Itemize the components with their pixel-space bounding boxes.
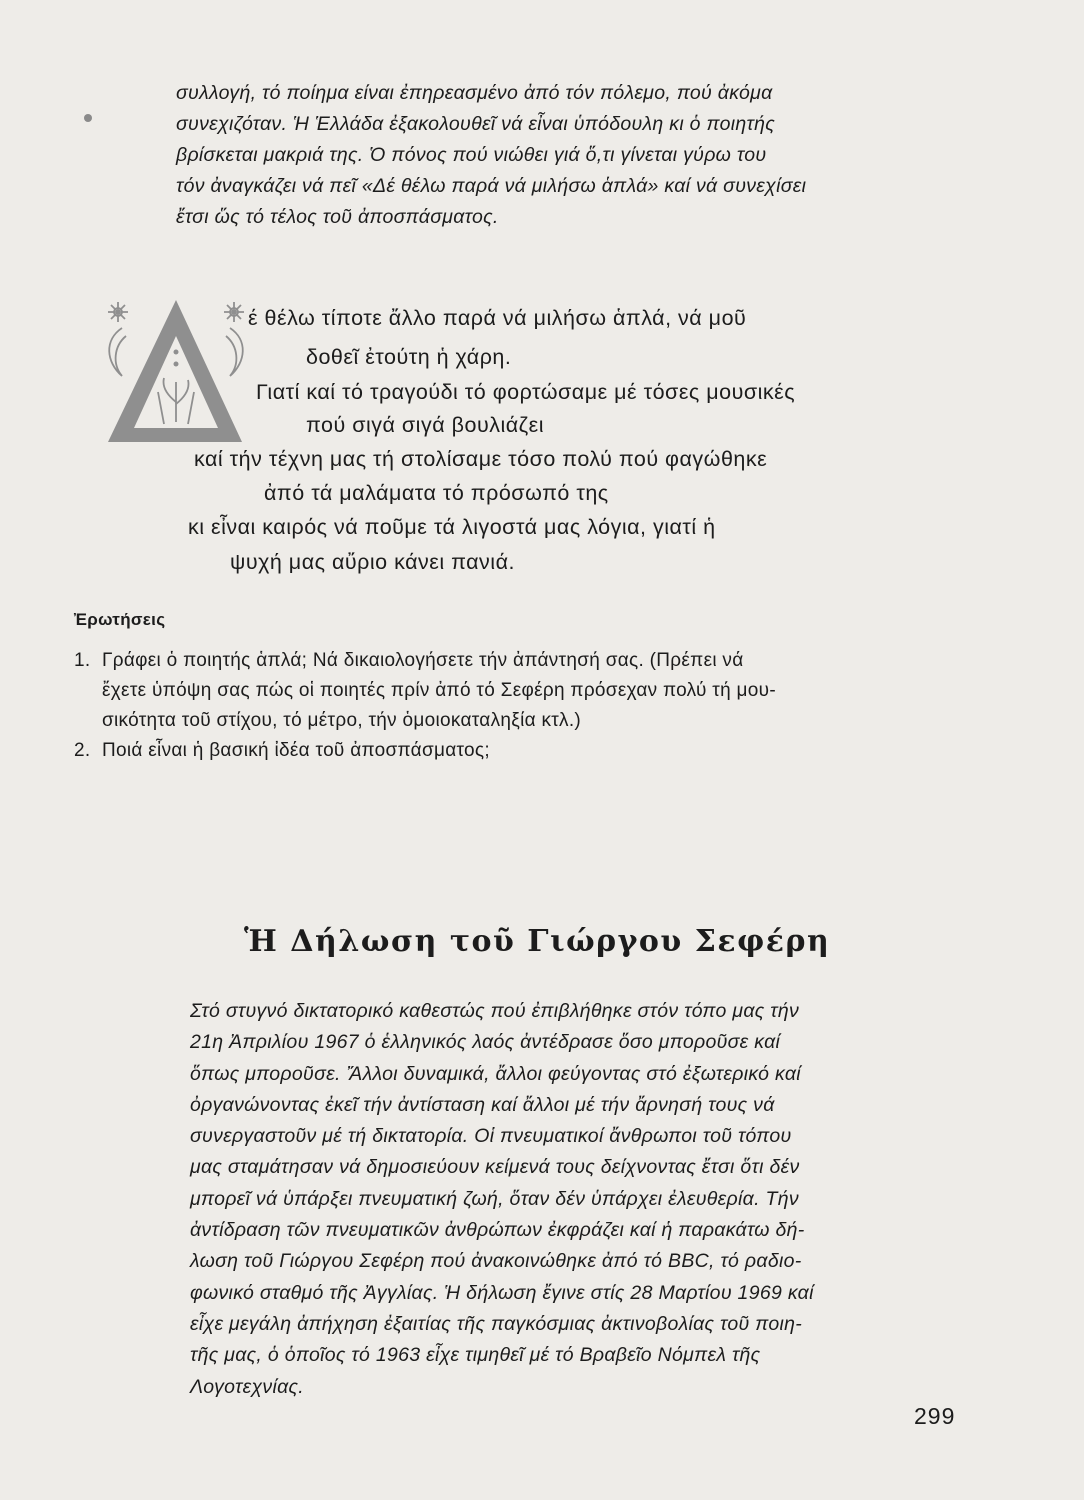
question-line: Γράφει ὁ ποιητής ἁπλά; Νά δικαιολογήσετε τήν ἀπάντησή σας. (Πρέπει νά xyxy=(102,650,744,671)
section-line: ἀντίδραση τῶν πνευματικῶν ἀνθρώπων ἐκφράζει καί ἡ παρακάτω δή- xyxy=(190,1219,805,1242)
poem-line: ἀπό τά μαλάματα τό πρόσωπό της xyxy=(264,481,609,505)
intro-paragraph xyxy=(176,78,946,233)
paper-speck xyxy=(84,114,92,122)
poem-line: δοθεῖ ἐτούτη ἡ χάρη. xyxy=(306,345,512,369)
section-line: μπορεῖ νά ὑπάρξει πνευματική ζωή, ὅταν δέν ὑπάρχει ἐλευθερία. Τήν xyxy=(190,1187,799,1210)
poem-line: καί τήν τέχνη μας τή στολίσαμε τόσο πολύ πού φαγώθηκε xyxy=(194,447,768,471)
questions-heading: Ἐρωτήσεις xyxy=(74,610,166,629)
question-line: σικότητα τοῦ στίχου, τό μέτρο, τήν ὁμοιοκαταληξία κτλ.) xyxy=(102,710,582,731)
section-line: ὀργανώνοντας ἐκεῖ τήν ἀντίσταση καί ἄλλοι μέ τήν ἄρνησή τους νά xyxy=(190,1093,775,1116)
question-item xyxy=(74,646,974,736)
section-intro-paragraph xyxy=(190,996,970,1403)
intro-line: συλλογή, τό ποίημα είναι ἐπηρεασμένο ἀπό τόν πόλεμο, πού ἀκόμα xyxy=(176,82,773,104)
poem-line: κι εἶναι καιρός νά ποῦμε τά λιγοστά μας λόγια, γιατί ἡ xyxy=(188,515,716,539)
poem-line: Γιατί καί τό τραγούδι τό φορτώσαμε μέ τόσες μουσικές xyxy=(256,380,796,404)
questions-list xyxy=(74,646,974,766)
section-line: φωνικό σταθμό τῆς Ἀγγλίας. Ἡ δήλωση ἔγινε στίς 28 Μαρτίου 1969 καί xyxy=(190,1281,814,1304)
poem-line: πού σιγά σιγά βουλιάζει xyxy=(306,413,544,437)
poem-line: ψυχή μας αὔριο κάνει πανιά. xyxy=(230,550,515,574)
section-line: μας σταμάτησαν νά δημοσιεύουν κείμενά τους δείχνοντας ἔτσι ὅτι δέν xyxy=(190,1156,800,1179)
poem-line: έ θέλω τίποτε ἄλλο παρά νά μιλήσω ἁπλά, νά μοῦ xyxy=(248,306,747,330)
decorated-initial-delta xyxy=(100,292,260,452)
section-line: 21η Ἀπριλίου 1967 ὁ ἑλληνικός λαός ἀντέδρασε ὅσο μποροῦσε καί xyxy=(190,1031,781,1054)
section-line: τῆς μας, ὁ ὁποῖος τό 1963 εἶχε τιμηθεῖ μέ τό Βραβεῖο Νόμπελ τῆς xyxy=(190,1344,761,1367)
question-line: ἔχετε ὑπόψη σας πώς οἱ ποιητές πρίν ἀπό τό Σεφέρη πρόσεχαν πολύ τή μου- xyxy=(102,680,776,701)
section-line: λωση τοῦ Γιώργου Σεφέρη πού ἀνακοινώθηκε ἀπό τό BBC, τό ραδιο- xyxy=(190,1250,802,1273)
question-line: Ποιά εἶναι ἡ βασική ἰδέα τοῦ ἀποσπάσματος; xyxy=(102,740,490,761)
section-line: Λογοτεχνίας. xyxy=(190,1375,305,1398)
intro-line: τόν ἀναγκάζει νά πεῖ «Δέ θέλω παρά νά μιλήσω ἁπλά» καί νά συνεχίσει xyxy=(176,175,807,197)
page-number: 299 xyxy=(914,1403,956,1429)
section-title: Ἡ Δήλωση τοῦ Γιώργου Σεφέρη xyxy=(244,924,831,959)
question-number: 2. xyxy=(74,740,91,761)
poem-excerpt xyxy=(100,292,980,592)
intro-line: συνεχιζόταν. Ἡ Ἑλλάδα ἐξακολουθεῖ νά εἶναι ὑπόδουλη κι ὁ ποιητής xyxy=(176,113,776,135)
intro-line: βρίσκεται μακριά της. Ὁ πόνος πού νιώθει γιά ὅ,τι γίνεται γύρω του xyxy=(176,144,767,166)
section-line: ὅπως μποροῦσε. Ἄλλοι δυναμικά, ἄλλοι φεύγοντας στό ἐξωτερικό καί xyxy=(190,1062,801,1085)
question-item xyxy=(74,736,974,766)
section-line: εἶχε μεγάλη ἀπήχηση ἐξαιτίας τῆς παγκόσμιας ἀκτινοβολίας τοῦ ποιη- xyxy=(190,1312,803,1335)
question-number: 1. xyxy=(74,650,91,671)
section-line: συνεργαστοῦν μέ τή δικτατορία. Οἱ πνευματικοί ἄνθρωποι τοῦ τόπου xyxy=(190,1125,792,1148)
section-line: Στό στυγνό δικτατορικό καθεστώς πού ἐπιβλήθηκε στόν τόπο μας τήν xyxy=(190,1000,800,1022)
intro-line: ἔτσι ὥς τό τέλος τοῦ ἀποσπάσματος. xyxy=(176,206,499,228)
